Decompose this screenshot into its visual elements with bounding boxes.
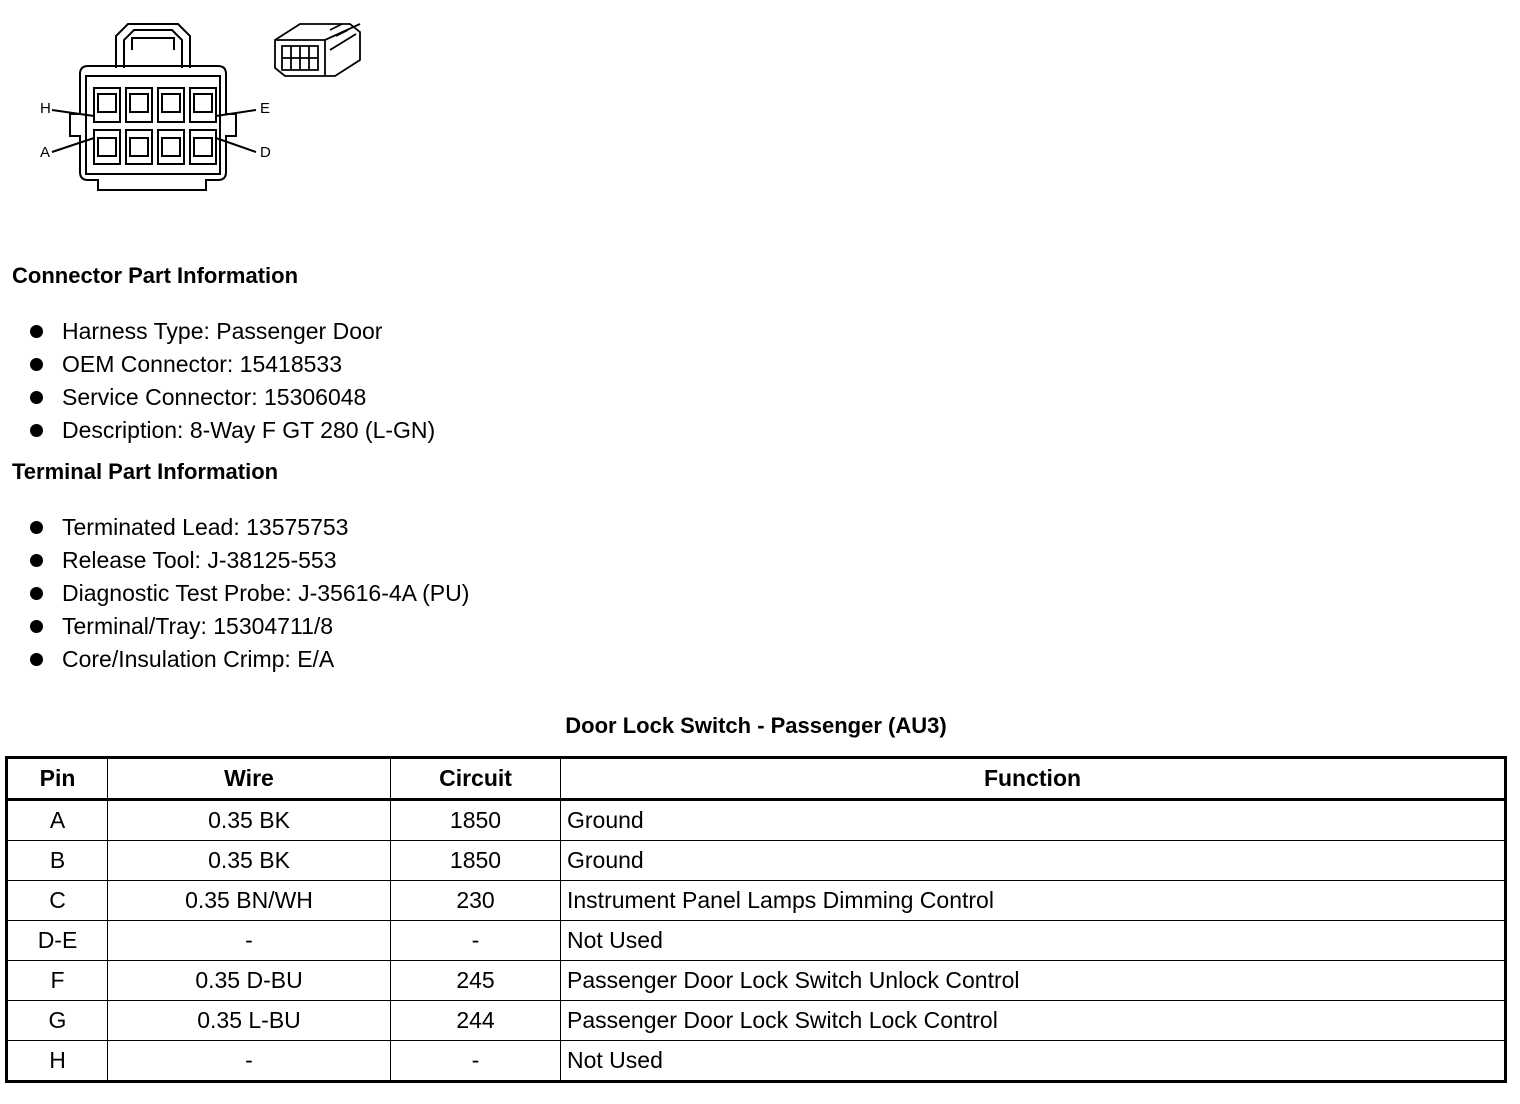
cell-function: Ground: [561, 800, 1506, 841]
cell-pin: B: [7, 841, 108, 881]
cell-circuit: 1850: [391, 841, 561, 881]
cell-wire: -: [108, 1041, 391, 1082]
list-item: Terminated Lead: 13575753: [28, 511, 469, 544]
bullet-icon: [30, 521, 43, 534]
bullet-icon: [30, 620, 43, 633]
terminal-info-list: [28, 511, 469, 676]
cell-function: Not Used: [561, 921, 1506, 961]
connector-face-icon: [30, 10, 370, 210]
cell-wire: 0.35 D-BU: [108, 961, 391, 1001]
bullet-icon: [30, 391, 43, 404]
table-row: [7, 921, 1506, 961]
pin-table: [5, 756, 1507, 1083]
cell-function: Passenger Door Lock Switch Lock Control: [561, 1001, 1506, 1041]
list-item: Description: 8-Way F GT 280 (L-GN): [28, 414, 435, 447]
header-wire: Wire: [108, 758, 391, 800]
connector-diagram: [30, 10, 370, 210]
table-row: [7, 1041, 1506, 1082]
bullet-icon: [30, 587, 43, 600]
cell-pin: H: [7, 1041, 108, 1082]
table-row: [7, 961, 1506, 1001]
list-item: Harness Type: Passenger Door: [28, 315, 435, 348]
cell-circuit: 230: [391, 881, 561, 921]
pin-label-a: A: [40, 144, 51, 161]
cell-circuit: -: [391, 1041, 561, 1082]
cell-wire: 0.35 BK: [108, 841, 391, 881]
cell-circuit: 245: [391, 961, 561, 1001]
cell-wire: 0.35 BK: [108, 800, 391, 841]
cell-pin: A: [7, 800, 108, 841]
table-header-row: [7, 758, 1506, 800]
pin-label-h: H: [40, 100, 51, 117]
table-title: Door Lock Switch - Passenger (AU3): [565, 713, 947, 738]
cell-circuit: 244: [391, 1001, 561, 1041]
list-item: Diagnostic Test Probe: J-35616-4A (PU): [28, 577, 469, 610]
list-item: Terminal/Tray: 15304711/8: [28, 610, 469, 643]
cell-pin: D-E: [7, 921, 108, 961]
cell-circuit: 1850: [391, 800, 561, 841]
cell-function: Not Used: [561, 1041, 1506, 1082]
bullet-icon: [30, 554, 43, 567]
table-row: [7, 881, 1506, 921]
list-item: OEM Connector: 15418533: [28, 348, 435, 381]
cell-wire: 0.35 L-BU: [108, 1001, 391, 1041]
list-item: Core/Insulation Crimp: E/A: [28, 643, 469, 676]
header-pin: Pin: [7, 758, 108, 800]
pin-label-d: D: [260, 144, 271, 161]
cell-pin: F: [7, 961, 108, 1001]
cell-wire: 0.35 BN/WH: [108, 881, 391, 921]
bullet-icon: [30, 653, 43, 666]
list-item: Release Tool: J-38125-553: [28, 544, 469, 577]
header-function: Function: [561, 758, 1506, 800]
table-row: [7, 841, 1506, 881]
list-item: Service Connector: 15306048: [28, 381, 435, 414]
table-row: [7, 1001, 1506, 1041]
cell-function: Instrument Panel Lamps Dimming Control: [561, 881, 1506, 921]
bullet-icon: [30, 325, 43, 338]
connector-info-title: Connector Part Information: [12, 263, 299, 288]
cell-wire: -: [108, 921, 391, 961]
cell-pin: C: [7, 881, 108, 921]
cell-function: Passenger Door Lock Switch Unlock Control: [561, 961, 1506, 1001]
header-circuit: Circuit: [391, 758, 561, 800]
cell-circuit: -: [391, 921, 561, 961]
bullet-icon: [30, 424, 43, 437]
terminal-info-title: Terminal Part Information: [12, 459, 279, 484]
cell-pin: G: [7, 1001, 108, 1041]
connector-info-list: [28, 315, 435, 447]
table-row: [7, 800, 1506, 841]
cell-function: Ground: [561, 841, 1506, 881]
pin-label-e: E: [260, 100, 271, 117]
bullet-icon: [30, 358, 43, 371]
